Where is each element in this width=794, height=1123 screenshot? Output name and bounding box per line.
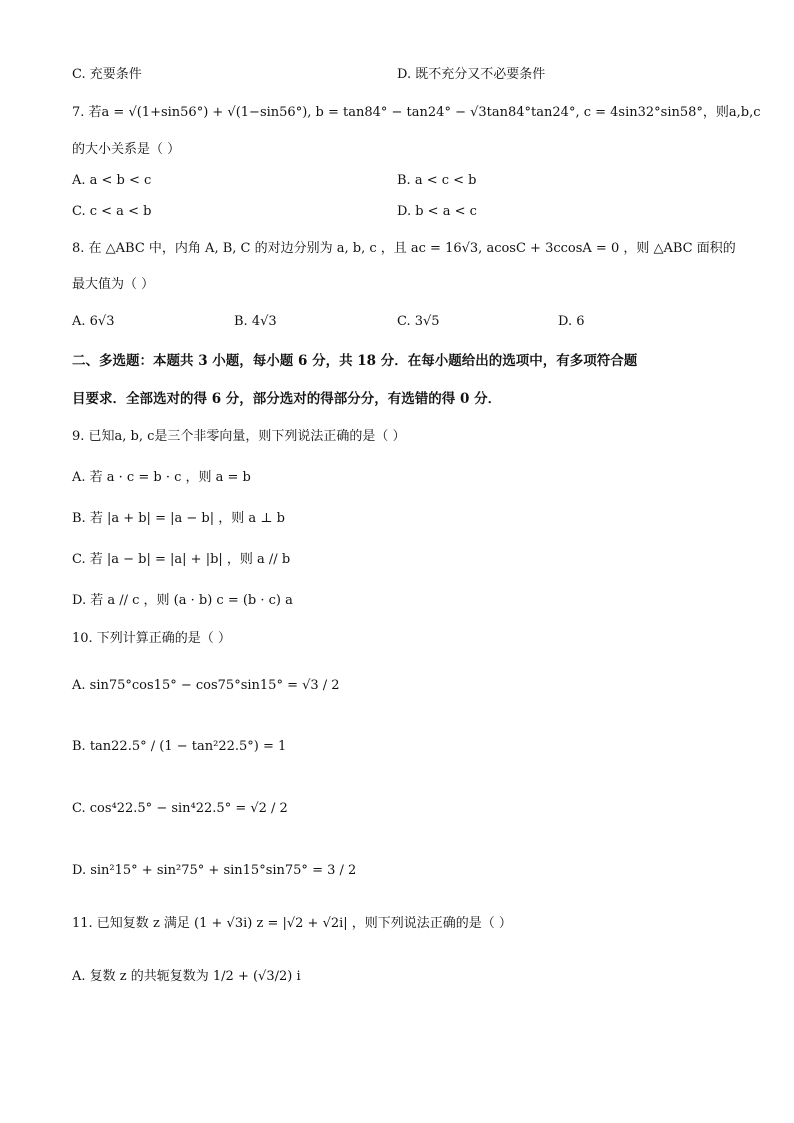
q9-option-c: C. 若 |a − b| = |a| + |b| ，则 a // b xyxy=(72,552,291,567)
q7-option-b: B. a < c < b xyxy=(397,173,477,188)
q11-option-a: A. 复数 z 的共轭复数为 1/2 + (√3/2) i xyxy=(72,969,301,984)
q7-option-a: A. a < b < c xyxy=(72,173,152,188)
q7-stem-line2: 的大小关系是（ ） xyxy=(72,142,181,157)
q10-option-d: D. sin²15° + sin²75° + sin15°sin75° = 3 / 2 xyxy=(72,863,357,878)
q8-option-b: B. 4√3 xyxy=(234,314,277,329)
q6-option-c: C. 充要条件 xyxy=(72,67,142,82)
q8-option-d: D. 6 xyxy=(558,314,585,329)
q7-option-c: C. c < a < b xyxy=(72,204,152,219)
q8-option-c: C. 3√5 xyxy=(397,314,440,329)
q8-stem-line2: 最大值为（ ） xyxy=(72,277,155,292)
q10-stem: 10. 下列计算正确的是（ ） xyxy=(72,631,231,646)
q10-option-a: A. sin75°cos15° − cos75°sin15° = √3 / 2 xyxy=(72,678,340,693)
q7-stem-line1: 7. 若a = √(1+sin56°) + √(1−sin56°), b = tan84° − tan24° − √3tan84°tan24°, c = 4sin32°sin58°，则a,b,c xyxy=(72,105,761,120)
q10-option-c: C. cos⁴22.5° − sin⁴22.5° = √2 / 2 xyxy=(72,801,288,816)
q6-option-d: D. 既不充分又不必要条件 xyxy=(397,67,546,82)
q9-option-a: A. 若 a · c = b · c ，则 a = b xyxy=(72,470,251,485)
q9-stem: 9. 已知a, b, c是三个非零向量，则下列说法正确的是（ ） xyxy=(72,429,406,444)
q9-option-d: D. 若 a // c ，则 (a · b) c = (b · c) a xyxy=(72,593,293,608)
q10-option-b: B. tan22.5° / (1 − tan²22.5°) = 1 xyxy=(72,739,287,754)
q8-stem-line1: 8. 在 △ABC 中，内角 A, B, C 的对边分别为 a, b, c ，且 ac = 16√3, acosC + 3ccosA = 0 ，则 △ABC 面积的 xyxy=(72,241,736,256)
q11-stem: 11. 已知复数 z 满足 (1 + √3i) z = |√2 + √2i| ，则下列说法正确的是（ ） xyxy=(72,916,512,931)
q9-option-b: B. 若 |a + b| = |a − b| ，则 a ⊥ b xyxy=(72,511,285,526)
section2-heading-line2: 目要求．全部选对的得 6 分，部分选对的得部分分，有选错的得 0 分． xyxy=(72,391,502,407)
q8-option-a: A. 6√3 xyxy=(72,314,115,329)
section2-heading-line1: 二、多选题：本题共 3 小题，每小题 6 分，共 18 分．在每小题给出的选项中，有多项符合题 xyxy=(72,353,638,369)
q7-option-d: D. b < a < c xyxy=(397,204,477,219)
